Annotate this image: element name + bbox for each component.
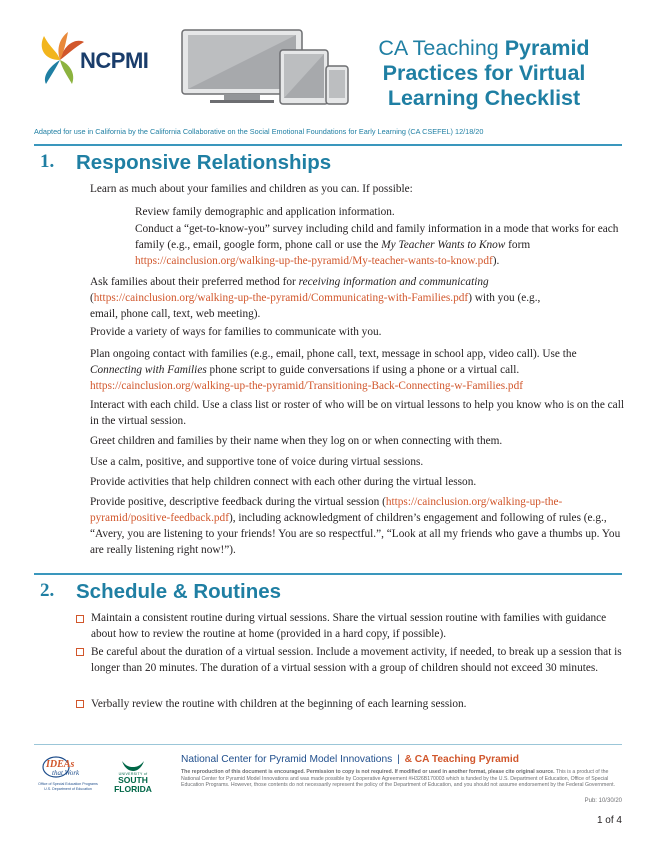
usf-logo <box>108 758 158 794</box>
page-title <box>348 36 620 111</box>
ideas-logo-line1: IDEAs <box>46 759 75 770</box>
footer-rule <box>34 744 622 745</box>
section1-para-6: Use a calm, positive, and supportive tone of voice during virtual sessions. <box>90 456 424 468</box>
page-number: 1 of 4 <box>596 815 622 826</box>
section1-para-3: Plan ongoing contact with families (e.g., email, phone call, text, message in school app, video call). Use the Connecting with Families phone script to guide conversations if using a phone or a virtual call. https://cainclusion.org/walking-up-the-pyramid/Transitioning-Back-Connecting-w-Families.pdf <box>90 348 577 392</box>
header-rule <box>34 144 622 146</box>
devices-illustration <box>180 28 350 106</box>
connecting-with-families-link[interactable]: https://cainclusion.org/walking-up-the-pyramid/Transitioning-Back-Connecting-w-Families.pdf <box>90 380 523 392</box>
communicating-with-families-link[interactable]: https://cainclusion.org/walking-up-the-pyramid/Communicating-with-Families.pdf <box>93 292 469 304</box>
footer-center-name: National Center for Pyramid Model Innovations <box>181 754 393 765</box>
footer-repro-bold: The reproduction of this document is encouraged. Permission to copy is not required. If modified or used in another format, please cite original source. <box>181 769 555 775</box>
my-teacher-wants-to-know-link[interactable]: https://cainclusion.org/walking-up-the-pyramid/My-teacher-wants-to-know.pdf <box>135 255 493 267</box>
section1-intro: Learn as much about your families and children as you can. If possible: <box>90 183 413 195</box>
section1-heading <box>40 151 332 174</box>
section1-subitem-2: Conduct a “get-to-know-you” survey including child and family information in a mode that works for each family (e.g., email, google form, phone call or use the My Teacher Wants to Know form https://cainclusion.org/walking-up-the-pyramid/My-teacher-wants-to-know.pdf). <box>135 223 619 267</box>
ideas-logo-line2: that Work <box>52 769 80 777</box>
footer-separator: | <box>397 754 400 765</box>
checkbox[interactable] <box>76 700 84 708</box>
section2-heading <box>40 580 282 603</box>
footer-pub-date: Pub: 10/30/20 <box>584 798 622 804</box>
section1-para-8: Provide positive, descriptive feedback during the virtual session (https://cainclusion.org/walking-up-the-pyramid/positive-feedback.pdf), including acknowledgment of children’s engagement and following of rules (e.g., “Avery, you are listening to your friends! You are so respectful.”, “Look at all my friends who gave a thumbs up. You are really listening right now!”). <box>90 496 621 556</box>
section1-para-1: Ask families about their preferred method for receiving information and communicating (https://cainclusion.org/walking-up-the-pyramid/Communicating-with-Families.pdf) with you (e.g., email, phone call, text, web meeting). <box>90 276 541 320</box>
section1-number: 1. <box>40 151 55 172</box>
section2-number: 2. <box>40 580 55 601</box>
checkbox[interactable] <box>76 615 84 623</box>
usf-line1: SOUTH <box>118 775 148 785</box>
checkbox[interactable] <box>76 648 84 656</box>
footer-ca-label: & CA Teaching Pyramid <box>404 754 519 765</box>
footer-reproduction-notice <box>181 769 615 789</box>
section1-para-2: Provide a variety of ways for families to communicate with you. <box>90 326 382 338</box>
footer-center-line <box>181 754 519 765</box>
section2-item-1: Maintain a consistent routine during virtual sessions. Share the virtual session routine with families with guidance about how to review the routine at home (provided in a hard copy, if possible). <box>91 612 607 640</box>
title-line-3: Learning Checklist <box>387 86 581 110</box>
ideas-logo-sub: Office of Special Education Programs U.S. Department of Education <box>38 782 98 791</box>
section2-title: Schedule & Routines <box>76 580 282 603</box>
section1-para-7: Provide activities that help children connect with each other during the virtual lesson. <box>90 476 477 488</box>
title-line-2: Practices for Virtual <box>382 61 586 85</box>
section2-item-2: Be careful about the duration of a virtual session. Include a movement activity, if needed, to break up a session that is longer than 20 minutes. The duration of a virtual session with a group of children should not exceed 30 minutes. <box>91 646 622 674</box>
section1-para-5: Greet children and families by their name when they log on or when connecting with them. <box>90 435 503 447</box>
usf-line2: FLORIDA <box>114 784 152 794</box>
usf-bull-icon <box>120 758 146 772</box>
my-teacher-wants-to-know-title: My Teacher Wants to Know <box>381 239 506 251</box>
usf-small: UNIVERSITY of <box>118 772 148 776</box>
ncpmi-swirl-icon <box>34 30 86 86</box>
positive-feedback-link[interactable]: https://cainclusion.org/walking-up-the-pyramid/positive-feedback.pdf <box>90 496 563 524</box>
section1-title: Responsive Relationships <box>76 151 332 174</box>
ncpmi-logo <box>34 30 168 90</box>
title-plain: CA Teaching <box>378 36 505 60</box>
section1-subitem-1: Review family demographic and application information. <box>135 206 395 218</box>
title-bold: Pyramid <box>504 36 590 60</box>
section2-item-3: Verbally review the routine with children at the beginning of each learning session. <box>91 698 467 710</box>
section1-para-4: Interact with each child. Use a class list or roster of who will be on virtual lessons to help you know who is on the call in the virtual session. <box>90 399 624 427</box>
section2-rule <box>34 573 622 575</box>
ideas-that-work-logo <box>36 754 106 804</box>
ncpmi-logo-text: NCPMI <box>80 48 149 73</box>
footer-repro-text: This is a product of the National Center for Pyramid Model Innovations and was made possible by Cooperative Agreement #H326B170003 which is funded by the U.S. Department of Education, Office of Special Education Programs. However, those contents do not necessarily represent the policy of the Department of Education, and you should not assume endorsement by the Federal Government. <box>181 769 615 788</box>
adapted-note: Adapted for use in California by the California Collaborative on the Social Emotional Foundations for Early Learning (CA CSEFEL) 12/18/20 <box>34 127 484 136</box>
